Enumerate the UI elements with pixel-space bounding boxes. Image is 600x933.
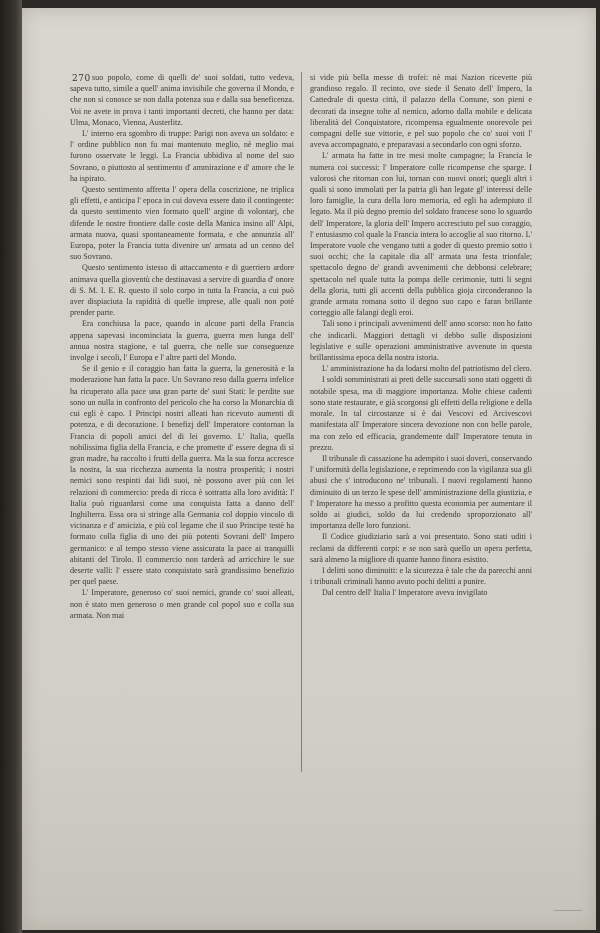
paragraph: Tali sono i principali avvenimenti dell' anno scorso: non ho fatto che indicarli. Maggiori dettagli vi debbo sulle disposizioni legislative e sulle operazioni amministrative avvenute in questa brillantissima epoca della nostra istoria. [310,319,532,363]
paragraph: Se il genio e il coraggio han fatta la guerra, la generosità e la moderazione han fatta la pace. Un Sovrano reso dalla guerra infelice ha ricuperato alla pace una gran parte de' suoi Stati: le perdite sue sono un nulla in confronto del pericolo che ha corso la Monarchia di cui egli è capo. I Principi nostri alleati han ricevuto aumenti di potenza, e di decorazione. I benefizj dell' Imperatore contornan la Francia di popoli amici del di lei governo. L' Italia, quella nobilissima figlia della Francia, e che promette d' essere degna di sì gran madre, ha raccolto i frutti della guerra. Ma la sua forza accresce la nostra, la sua ricchezza aumenta la nostra prosperità; i nostri nemici sono respinti dai lidi suoi, nè possono aver più con lei relazioni di commercio: preda di ricca è sottratta alla loro avidità: l' Italia può riguardarsi come una conquista fatta a danno dell' Inghilterra. Essa ora si stringe alla Germania col doppio vincolo di vicinanza e d' amicizia, e più col legame che il suo Principe testè ha formato colla figlia di uno dei più potenti Sovrani dell' Impero germanico: e al tempo stesso viene assicurata la pace ai tranquilli abitanti del Tirolo. Il commercio non tarderà ad arricchire le sue deserte valli: l' essere stato conquistato sarà grandissimo benefizio per quel paese. [70,364,294,587]
paper-lower-area [22,720,596,930]
left-text-column [70,72,294,621]
paragraph: L' interno era sgombro di truppe: Parigi non aveva un soldato: e l' ordine pubblico non fu mai mantenuto meglio, nè meglio mai furono osservate le leggi. La Francia ubbidiva al nome del suo Sovrano, o piuttosto al sentimento d' ammirazione e d' amore che le ha ispirato. [70,129,294,183]
paragraph: Questo sentimento affretta l' opera della coscrizione, ne triplica gli effetti, e anticipa l' epoca in cui doveva essere dato il contingente: da questo sentimento vien formato quell' argine di volontarj, che difende le nostre frontiere dalle coste della Manica insino all' Alpi, armata nuova, quasi spontaneamente formata, e che annunzia all' Europa, poter la Francia tutta divenire un' armata ad un cenno del suo Sovrano. [70,185,294,262]
paragraph: L' armata ha fatte in tre mesi molte campagne; la Francia le numera coi successi: l' Imperatore colle ricompense che sparge. I valorosi che ritornan con lui, tornan con nuovi onori; quegli altri i quali si sono immolati per la patria gli han legate gl' interessi delle loro famiglie, la cura della loro memoria, ed egli ha adempiuto il legato. Ma il più degno premio del soldato francese sono lo sguardo dell' Imperatore, la gloria dell' Impero accresciuto pel suo coraggio, l' entusiasmo col quale la Francia intera lo accoglie al suo ritorno. L' Imperatore vuole che vengano tutti a goder di questo premio sotto i suoi occhi; che la capitale dia all' armata una festa trionfale; spettacolo degno de' grandi avvenimenti che debbonsi celebrare; spettacolo nel quale tutta la pompa delle cerimonie, tutti li segni della gloria, tutti gli accenti della pubblica gioja circonderanno la grande armata romana sotto il degno suo capo e faran brillante corteggio alle falangi degli eroi. [310,151,532,318]
book-binding-edge [0,0,22,933]
right-text-column [310,72,532,599]
paragraph: si vide più bella messe di trofei: nè mai Nazion ricevette più grandioso regalo. Il recinto, ove siede il Senato dell' Impero, la Cattedrale di questa città, il palazzo della Comune, son pieni e decorati da insegne tolte al nemico, adorno dalla mobile e delicata liberalità del Conquistatore, ricompensa egualmente onorevole pei compagni delle sue vittorie, e pel suo popolo che co' suoi voti l' aveva accompagnato, e preparavasi a secondarlo con ogni sforzo. [310,73,532,150]
paragraph: Il tribunale di cassazione ha adempito i suoi doveri, conservando l' uniformità della legislazione, e reprimendo con la vigilanza sua gli abusi che s' introducono ne' tribunali. I nuovi regolamenti hanno diminuito di un terzo le spese dell' amministrazione della giustizia, e l' Imperatore ha messo a profitto questa economia per aumentare il soldo ai giudici, soldo da lui credendo sproporzionato all' importanza delle loro funzioni. [310,453,532,531]
paragraph: L' amministrazione ha da lodarsi molto del patriotismo del clero. [322,364,532,374]
column-divider-rule [301,72,302,772]
page-number: 270 [72,74,91,84]
paragraph: L' Imperatore, generoso co' suoi nemici, grande co' suoi alleati, non è stato men generoso o men grande col popol suo e colla sua armata. Non mai [70,588,294,620]
paragraph: Questo sentimento istesso di attaccamento e di guerriero ardore animava quella gioventù che destinavasi a servire di guardia d' onore di S. M. I. E. R. questo il solo corpo in tutta la Francia, a cui può aver dispiaciuta la rapidità di quelle imprese, alle quali non potè prender parte. [70,263,294,318]
paragraph: Il Codice giudiziario sarà a voi presentato. Sono stati uditi i reclami da differenti corpi: e se non sarà quello un opera perfetta, sarà almeno la migliore di quante hanno finora esistito. [310,532,532,564]
paragraph: I delitti sono diminuiti: e la sicurezza è tale che da parecchi anni i tribunali criminali hanno avuto pochi delitti a punire. [310,565,532,587]
paragraph: I soldi somministrati ai preti delle succursali sono stati oggetti di notabile spesa, ma di maggiore importanza. Molte chiese cadenti sono state restaurate, e già scorgonsi gli effetti della religione e della morale. In tal circostanze si è dai Vescovi ed Arcivescovi manifestata all' Imperatore sincera devozione non con belle parole, ma con zelo ed efficacia, grandemente dall' Imperatore tenuta in prezzo. [310,375,532,452]
page-corner-crease [554,910,582,923]
paragraph: Era conchiusa la pace, quando in alcune parti della Francia appena sapevasi incominciata la guerra, guerra men lunga dell' annua nostra stagione, e tal guerra, che nelle sue conseguenze involge i secoli, l' Europa e l' altre parti del Mondo. [70,319,294,363]
paragraph: Dal centro dell' Italia l' Imperatore aveva invigilato [322,588,488,598]
paragraph: suo popolo, come di quelli de' suoi soldati, tutto vedeva, sapeva tutto, simile a quell' anima invisibile che governa il Mondo, e che non si conosce se non dalla potenza sua e dalla sua beneficenza. Voi ne avete in prova i tanti importanti decreti, che hanno per data: Ulma, Monaco, Vienna, Austerlitz. [70,73,294,127]
